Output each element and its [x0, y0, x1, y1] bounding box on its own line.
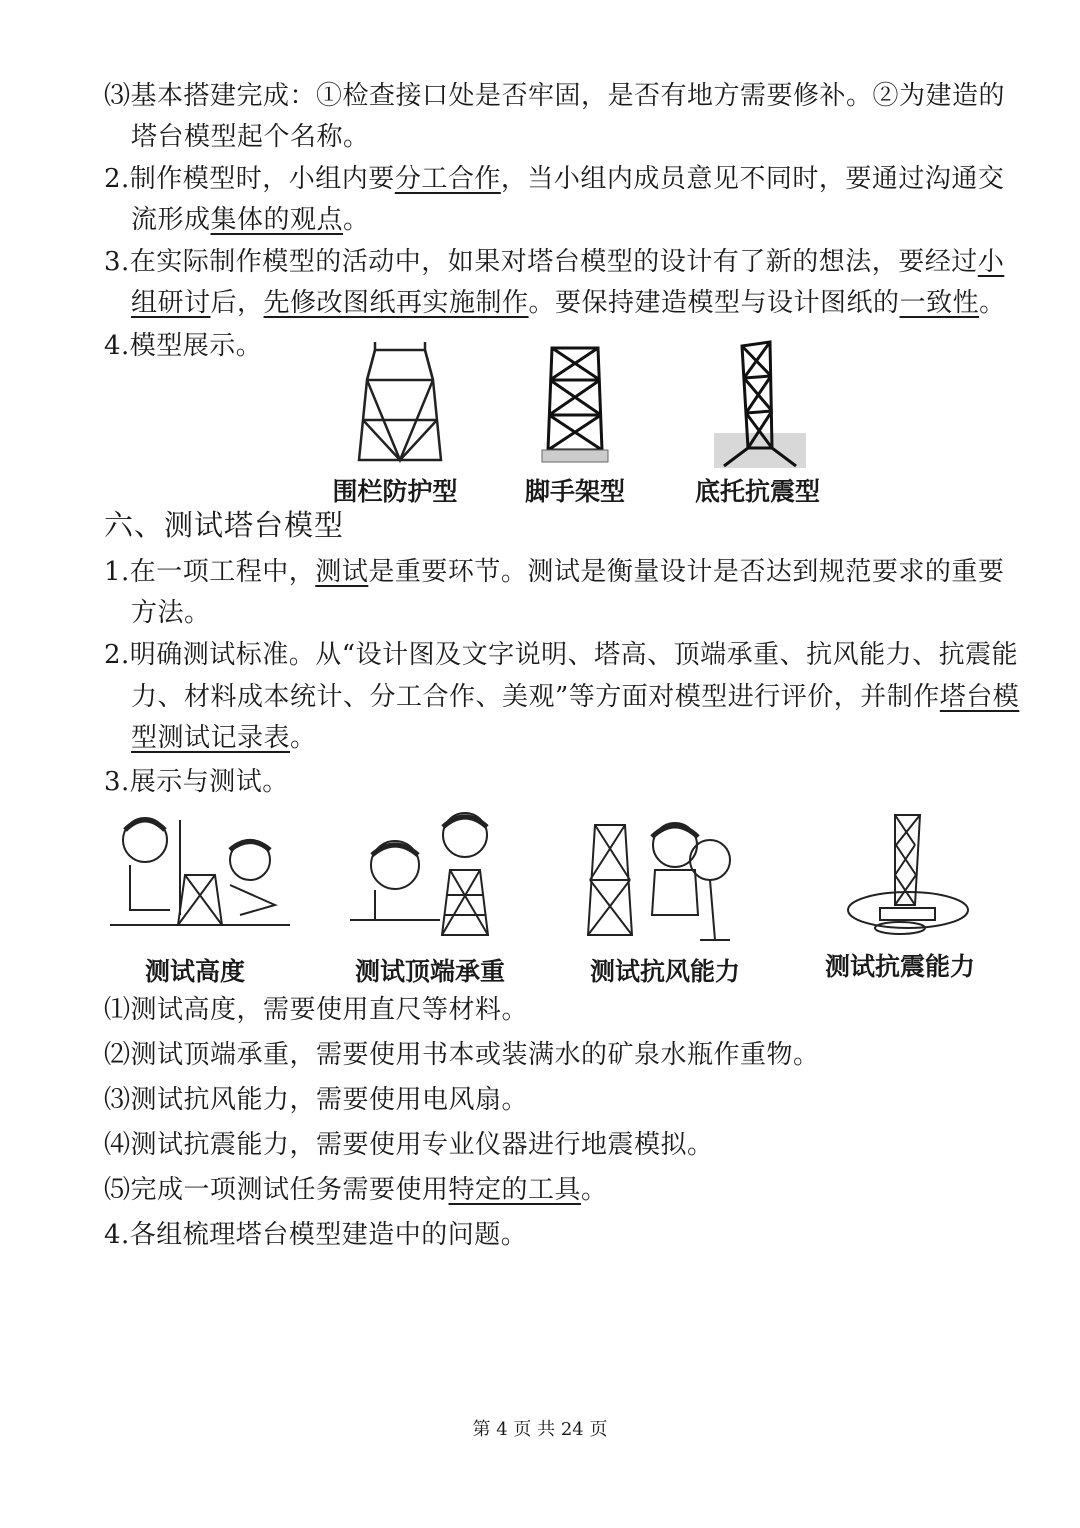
- s6-p2-line-3: [131, 718, 317, 758]
- item-2-line-1: [104, 159, 1004, 199]
- item-2-text-c: 流形成: [131, 205, 211, 235]
- page-footer: 第 4 页 共 24 页: [472, 1419, 608, 1440]
- item-3b-text-d: 。: [979, 288, 1006, 318]
- model-caption-base: 底托抗震型: [694, 477, 820, 506]
- s6-p3-title: 3.展示与测试。: [104, 767, 289, 797]
- item-3b-underline-2: 组研讨: [131, 288, 211, 318]
- s6-p2-text-c: 。: [290, 723, 317, 753]
- s6-sub-2: ⑵测试顶端承重，需要使用书本或装满水的矿泉水瓶作重物。: [104, 1040, 820, 1070]
- height-test-illustration: [110, 805, 290, 935]
- item-3b-text-a: 3.在实际制作模型的活动中，如果对塔台模型的设计有了新的想法，要经过: [104, 247, 978, 277]
- base-tower-illustration: [710, 338, 810, 473]
- test-caption-top-load: 测试顶端承重: [354, 957, 505, 986]
- s6-p2-line-1: 2.明确测试标准。从“设计图及文字说明、塔高、顶端承重、抗风能力、抗震能: [104, 640, 1019, 670]
- s6-p2-line-2: [131, 677, 1019, 717]
- item-2-text-a: 2.制作模型时，小组内要: [104, 164, 395, 194]
- wind-test-illustration: [580, 805, 750, 945]
- item-2-underline-1: 分工合作: [394, 164, 501, 194]
- s6-sub-5: [104, 1170, 608, 1210]
- section-6-heading: 六、测试塔台模型: [104, 508, 345, 542]
- s6-p2-underline-2: 型测试记录表: [131, 723, 291, 753]
- s6-p1-underline: 测试: [315, 557, 369, 587]
- item-3b-underline-4: 一致性: [899, 288, 980, 318]
- test-caption-earthquake: 测试抗震能力: [824, 952, 975, 981]
- item-3b-underline-3: 先修改图纸再实施制作: [263, 288, 529, 318]
- s6-sub-5-underline: 特定的工具: [448, 1175, 582, 1205]
- s6-p1-line-1: [104, 552, 1004, 592]
- scaffold-tower-illustration: [530, 340, 620, 470]
- s6-sub-5-text-a: ⑸完成一项测试任务需要使用: [104, 1175, 449, 1205]
- s6-p2-underline-1: 塔台模: [939, 682, 1020, 712]
- test-caption-wind: 测试抗风能力: [589, 957, 740, 986]
- s6-p2-text-b: 力、材料成本统计、分工合作、美观”等方面对模型进行评价，并制作: [131, 682, 940, 712]
- item-3-line-1: ⑶基本搭建完成：①检查接口处是否牢固，是否有地方需要修补。②为建造的: [104, 81, 1006, 111]
- item-2-line-2: [131, 200, 370, 240]
- top-load-test-illustration: [350, 805, 510, 945]
- item-3b-underline-1: 小: [977, 247, 1005, 277]
- s6-sub-1: ⑴测试高度，需要使用直尺等材料。: [104, 995, 529, 1025]
- s6-p1-text-b: 是重要环节。测试是衡量设计是否达到规范要求的重要: [368, 557, 1005, 587]
- item-3b-line-1: [104, 242, 1004, 282]
- item-3-line-2: 塔台模型起个名称。: [131, 122, 370, 152]
- s6-p1-line-2: 方法。: [131, 598, 211, 628]
- item-2-underline-2: 集体的观点: [210, 205, 344, 235]
- item-3b-line-2: [131, 283, 1006, 323]
- test-caption-height: 测试高度: [144, 957, 245, 986]
- earthquake-test-illustration: [840, 810, 980, 940]
- item-4-title: 4.模型展示。: [104, 331, 263, 361]
- s6-p1-text-a: 1.在一项工程中，: [104, 557, 316, 587]
- model-caption-scaffold: 脚手架型: [524, 477, 625, 506]
- item-3b-text-c: 。要保持建造模型与设计图纸的: [528, 288, 900, 318]
- model-caption-fence: 围栏防护型: [332, 477, 458, 506]
- fence-tower-illustration: [345, 340, 455, 470]
- item-3b-text-b: 后，: [210, 288, 264, 318]
- item-2-text-b: ，当小组内成员意见不同时，要通过沟通交: [500, 164, 1005, 194]
- item-2-text-d: 。: [343, 205, 370, 235]
- s6-sub-4: ⑷测试抗震能力，需要使用专业仪器进行地震模拟。: [104, 1130, 714, 1160]
- s6-sub-3: ⑶测试抗风能力，需要使用电风扇。: [104, 1085, 529, 1115]
- s6-p4: 4.各组梳理塔台模型建造中的问题。: [104, 1220, 528, 1250]
- s6-sub-5-text-b: 。: [581, 1175, 608, 1205]
